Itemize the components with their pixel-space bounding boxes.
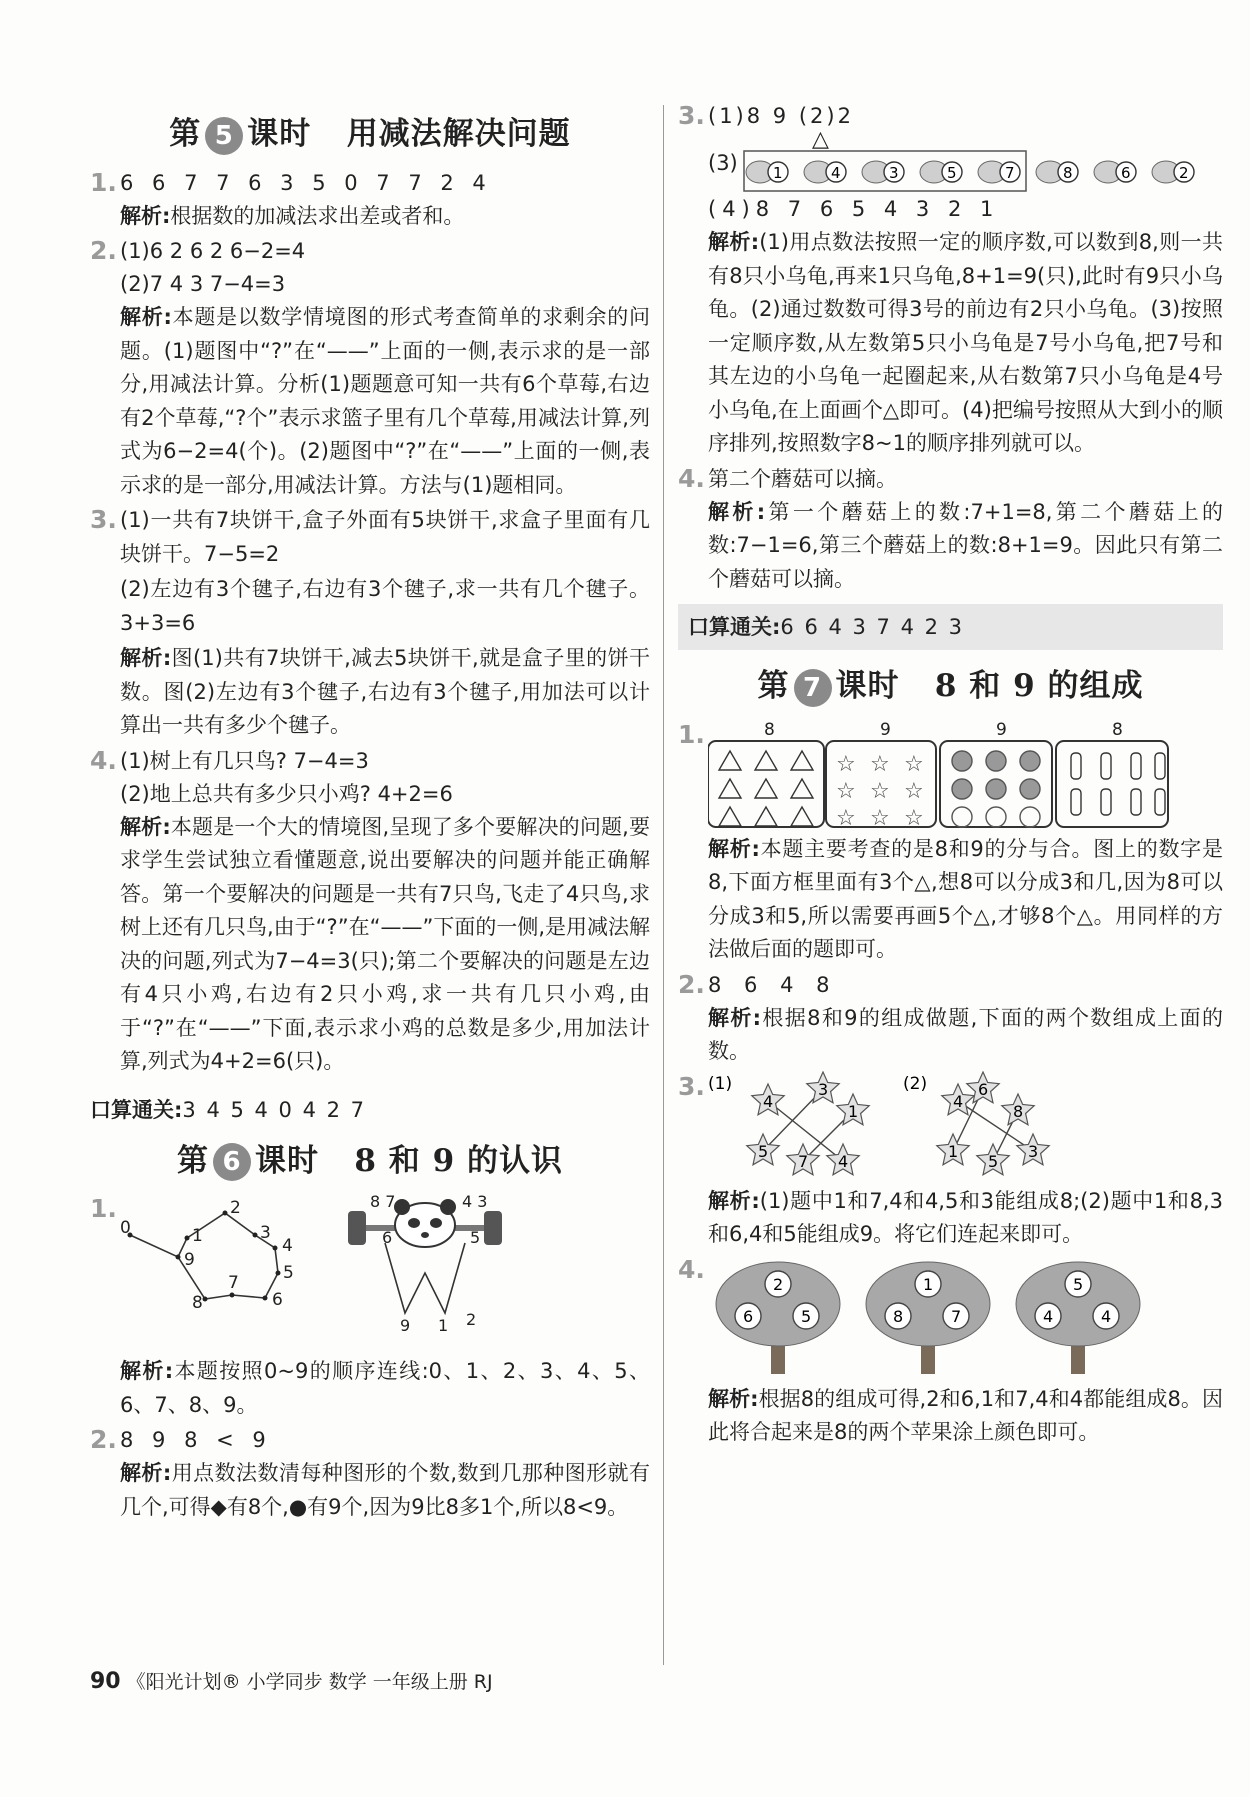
turtle [1094,161,1136,183]
part-label: (1) [708,1073,733,1094]
question-2 [90,1424,650,1524]
panda-label: 2 [466,1310,477,1329]
answer: (2)7 4 3 7−4=3 [120,272,286,296]
triangle-shape [719,807,741,826]
analysis: 解析:本题是一个大的情境图,呈现了多个要解决的问题,要求学生尝试独立看懂题意,说出要解决的问题并能正确解答。第一个要解决的问题是一共有7只鸟,飞走了4只鸟,求树上还有几只鸟,由于“?”在“——”下面的一侧,是用减法解决的问题,列式为7−4=3(只);第二个要解决的问题是左边有4只小鸡,右边有2只小鸡,求一共有几只小鸡,由于“?”在“——”下面,表示求小鸡的总数是多少,用加法计算,列式为4+2=6(只)。 [120,814,651,1073]
question-number: 2. [678,969,705,999]
number-star [837,1094,869,1125]
star-number: 5 [988,1151,999,1171]
triangle-shape [755,779,777,798]
analysis: 解析:根据数的加减法求出差或者和。 [120,203,465,228]
question-3 [678,1071,1223,1252]
cylinder-shape [1101,753,1111,779]
answer: (2)地上总共有多少只小鸡? 4+2=6 [120,781,453,806]
turtle [920,161,962,183]
star-label: 1 [192,1226,203,1246]
number-star [942,1084,974,1115]
star-outline [130,1213,278,1299]
star-shape: ☆ [904,751,924,777]
apple-tree [866,1262,990,1374]
part-label: (2) [903,1073,928,1094]
cylinder-shape [1155,753,1165,779]
analysis: 解析:本题是以数学情境图的形式考查简单的求剩余的问题。(1)题图中“?”在“——”上面的一侧,表示求的是一部分,用减法计算。分析(1)题题意可知一共有6个草莓,右边有2个草莓,“?个”表示求篮子里有几个草莓,用减法计算,列式为6−2=4(个)。(2)题图中“?”在“——”上面的一侧,表示求的是一部分,用减法计算。方法与(1)题相同。 [120,305,651,497]
box-numbers [764,720,1123,740]
analysis: 解析:根据8和9的组成做题,下面的两个数组成上面的数。 [708,1005,1223,1063]
triangle-shape [791,807,813,826]
star-number: 4 [838,1151,849,1171]
analysis: 解析:第一个蘑菇上的数:7+1=8,第二个蘑菇上的数:7−1=6,第三个蘑菇上的数:8+1=9。因此只有第二个蘑菇可以摘。 [708,499,1223,591]
question-4 [90,745,650,1079]
answer: 6 6 7 7 6 3 5 0 7 7 2 4 [120,170,492,195]
turtle-number: 2 [1179,164,1189,182]
answer: 8 9 8 < 9 [120,1428,272,1452]
question-2 [90,235,650,502]
star-shape: ☆ [836,805,856,829]
lesson-number-badge: 5 [205,117,243,155]
question-4 [678,463,1223,597]
cylinder-shape [1071,789,1081,815]
barbell-panda [348,1199,502,1313]
answer: (1)树上有几只鸟? 7−4=3 [120,748,369,773]
answer: (1)一共有7块饼干,盒子外面有5块饼干,求盒子里面有几块饼干。7−5=2 [120,508,650,566]
answer: (1)8 9 (2)2 [708,104,854,128]
triangle-shape [719,779,741,798]
turtle-number: 5 [947,164,957,182]
book-brand: 《阳光计划® 小学同步 数学 一年级上册 RJ [126,1671,493,1693]
turtle [1036,161,1078,183]
apple-number: 2 [773,1274,784,1294]
mental-math-row: 口算通关:3 4 5 4 0 4 2 7 [90,1097,367,1122]
number-star [787,1144,819,1175]
right-column [678,100,1223,1452]
turtle-number: 7 [1005,164,1015,182]
number-star [937,1134,969,1165]
apple-tree [716,1262,840,1374]
star-number: 1 [848,1101,859,1121]
star-match-figure [708,1071,1228,1181]
turtle [746,161,788,183]
star-label: 7 [228,1273,239,1293]
question-1 [90,167,650,234]
panda-label: 9 [400,1316,411,1335]
star-shape: ☆ [870,751,890,777]
question-1 [678,719,1223,967]
answer: 第二个蘑菇可以摘。 [708,466,897,491]
answer: (4)8 7 6 5 4 3 2 1 [708,197,1000,221]
star-dots [128,1211,281,1302]
number-star [1017,1134,1049,1165]
apple-trees [716,1262,1140,1374]
question-number: 3. [678,1071,705,1101]
panda-label: 6 [382,1228,393,1247]
panda-label: 8 7 [370,1193,396,1211]
star-label: 2 [230,1198,241,1218]
question-4 [678,1254,1223,1450]
star-shape: ☆ [904,805,924,829]
question-3 [678,100,1223,461]
question-number: 3. [678,101,705,130]
panda-label: 4 3 [462,1193,488,1211]
turtle [978,161,1020,183]
number-star [1002,1094,1034,1125]
analysis: 解析:本题主要考查的是8和9的分与合。图上的数字是8,下面方框里面有3个△,想8可以分成3和几,因为8可以分成3和5,所以需要再画5个△,才够8个△。用同样的方法做后面的题即可。 [708,836,1223,961]
star-shape: ☆ [836,751,856,777]
cylinder-shape [1131,789,1141,815]
lesson-7-title: 第 7 课时 8 和 9 的组成 [678,660,1223,707]
analysis: 解析:(1)题中1和7,4和4,5和3能组成8;(2)题中1和8,3和6,4和5能组成9。将它们连起来即可。 [708,1188,1224,1246]
question-number: 2. [90,1425,117,1454]
star-label: 6 [272,1290,283,1310]
turtle-number: 1 [773,164,783,182]
circle-shape [986,807,1006,827]
triangle-shape [791,751,813,770]
question-number: 4. [678,1254,705,1284]
turtle-number: 3 [889,164,899,182]
star-label: 3 [260,1223,271,1243]
apple-number: 1 [923,1274,934,1294]
turtle [1152,161,1194,183]
analysis: 解析:图(1)共有7块饼干,减去5块饼干,就是盒子里的饼干数。图(2)左边有3个毽子,右边有3个毽子,用加法可以计算出一共有多少个毽子。 [120,646,650,737]
question-number: 2. [90,236,117,265]
turtle-number: 8 [1063,164,1073,182]
star-number: 5 [758,1141,769,1161]
circle-shape [952,807,972,827]
answer: (1)6 2 6 2 6−2=4 [120,239,306,263]
circle-shape [1020,779,1040,799]
apple-number: 4 [1043,1306,1054,1326]
star-number: 4 [953,1091,964,1111]
analysis: 解析:用点数法数清每种图形的个数,数到几那种图形就有几个,可得◆有8个,●有9个,因为9比8多1个,所以8<9。 [120,1461,650,1519]
analysis: 解析:本题按照0~9的顺序连线:0、1、2、3、4、5、6、7、8、9。 [120,1359,650,1417]
analysis: 解析:根据8的组成可得,2和6,1和7,4和4都能组成8。因此将合起来是8的两个苹果涂上颜色即可。 [708,1386,1223,1444]
star-number: 4 [763,1091,774,1111]
apple-number: 7 [951,1306,962,1326]
star-number: 3 [818,1079,829,1099]
triangle-shape [755,807,777,826]
mental-math-row: 口算通关:6 6 4 3 7 4 2 3 [678,604,1223,650]
triangle-mark: △ [812,127,829,152]
star-number: 6 [978,1079,989,1099]
box-number: 9 [996,719,1007,740]
turtle [862,161,904,183]
question-1 [90,1193,650,1422]
box-number: 8 [1112,719,1123,740]
circle-shape [1020,751,1040,771]
number-star [977,1144,1009,1175]
star-shape: ☆ [836,778,856,804]
number-star [827,1144,859,1175]
connect-dots-figures [120,1193,650,1347]
lesson-number-badge: 7 [794,669,832,707]
circle-shape [952,779,972,799]
star-number: 7 [798,1151,809,1171]
question-number: 4. [90,745,117,775]
panda-label: 1 [438,1316,449,1335]
column-divider [663,105,664,1665]
analysis: 解析:(1)用点数法按照一定的顺序数,可以数到8,则一共有8只小乌龟,再来1只乌龟,8+1=9(只),此时有9只小乌龟。(2)通过数数可得3号的前边有2只小乌龟。(3)按照一定顺序数,从左数第5只小乌龟是7号小乌龟,把7号和其左边的小乌龟一起圈起来,从右数第7只小乌龟是4号小乌龟,在上面画个△即可。(4)把编号按照从大到小的顺序排列,按照数字8~1的顺序排列就可以。 [708,230,1223,455]
apple-number: 8 [893,1306,904,1326]
star-shape: ☆ [904,778,924,804]
star-label: 5 [283,1263,294,1283]
star-label: 8 [192,1293,203,1313]
star-shape: ☆ [870,778,890,804]
apple-trees-figure [708,1254,1228,1379]
star-number: 1 [948,1141,959,1161]
page-footer [90,1667,493,1694]
question-number: 3. [90,505,117,534]
circle-shape [1020,807,1040,827]
question-number: 1. [90,1194,117,1223]
question-number: 4. [678,463,705,493]
triangle-shape [719,751,741,770]
apple-number: 5 [801,1306,812,1326]
turtle [804,161,846,183]
circle-shape [986,751,1006,771]
triangle-shape [755,751,777,770]
question-number: 1. [678,719,705,749]
star-number: 8 [1013,1101,1024,1121]
question-2 [678,969,1223,1069]
answer: 8 6 4 8 [708,972,838,997]
star-labels [120,1198,294,1313]
circle-shape [952,751,972,771]
cylinder-shape [1101,789,1111,815]
lesson-5-title: 第 5 课时 用减法解决问题 [90,108,650,155]
lesson-6-title: 第 6 课时 8 和 9 的认识 [90,1135,650,1182]
connect-dots-svg [120,1193,650,1343]
box-number: 9 [880,719,891,740]
cylinder-shape [1131,753,1141,779]
question-3 [90,504,650,743]
lesson-number-badge: 6 [213,1143,251,1181]
page-number: 90 [90,1669,121,1694]
star-number: 3 [1028,1141,1039,1161]
panda-label: 5 [470,1228,481,1247]
match-stars [747,1072,1049,1175]
apple-number: 6 [743,1306,754,1326]
star-label: 9 [184,1250,195,1270]
apple-number: 5 [1073,1274,1084,1294]
apple-number: 4 [1101,1306,1112,1326]
star-label: 0 [120,1218,131,1238]
turtle-number: 4 [831,164,841,182]
left-column [90,100,650,1526]
star-shape: ☆ [870,805,890,829]
turtle-row: (3) △ 1 4 3 5 7 8 6 2 [708,133,1223,193]
answer: (2)左边有3个毽子,右边有3个毽子,求一共有几个毽子。3+3=6 [120,577,650,635]
turtles [746,161,1194,183]
number-star [807,1072,839,1103]
apple-tree [1016,1262,1140,1374]
turtle-number: 6 [1121,164,1131,182]
circle-shape [986,779,1006,799]
question-number: 1. [90,167,117,197]
box-number: 8 [764,719,775,740]
cylinder-shape [1155,789,1165,815]
triangle-shape [791,779,813,798]
turtle-svg [738,145,1250,195]
star-label: 4 [282,1236,293,1256]
box-shapes [719,751,1165,829]
composition-boxes [708,719,1228,829]
cylinder-shape [1071,753,1081,779]
